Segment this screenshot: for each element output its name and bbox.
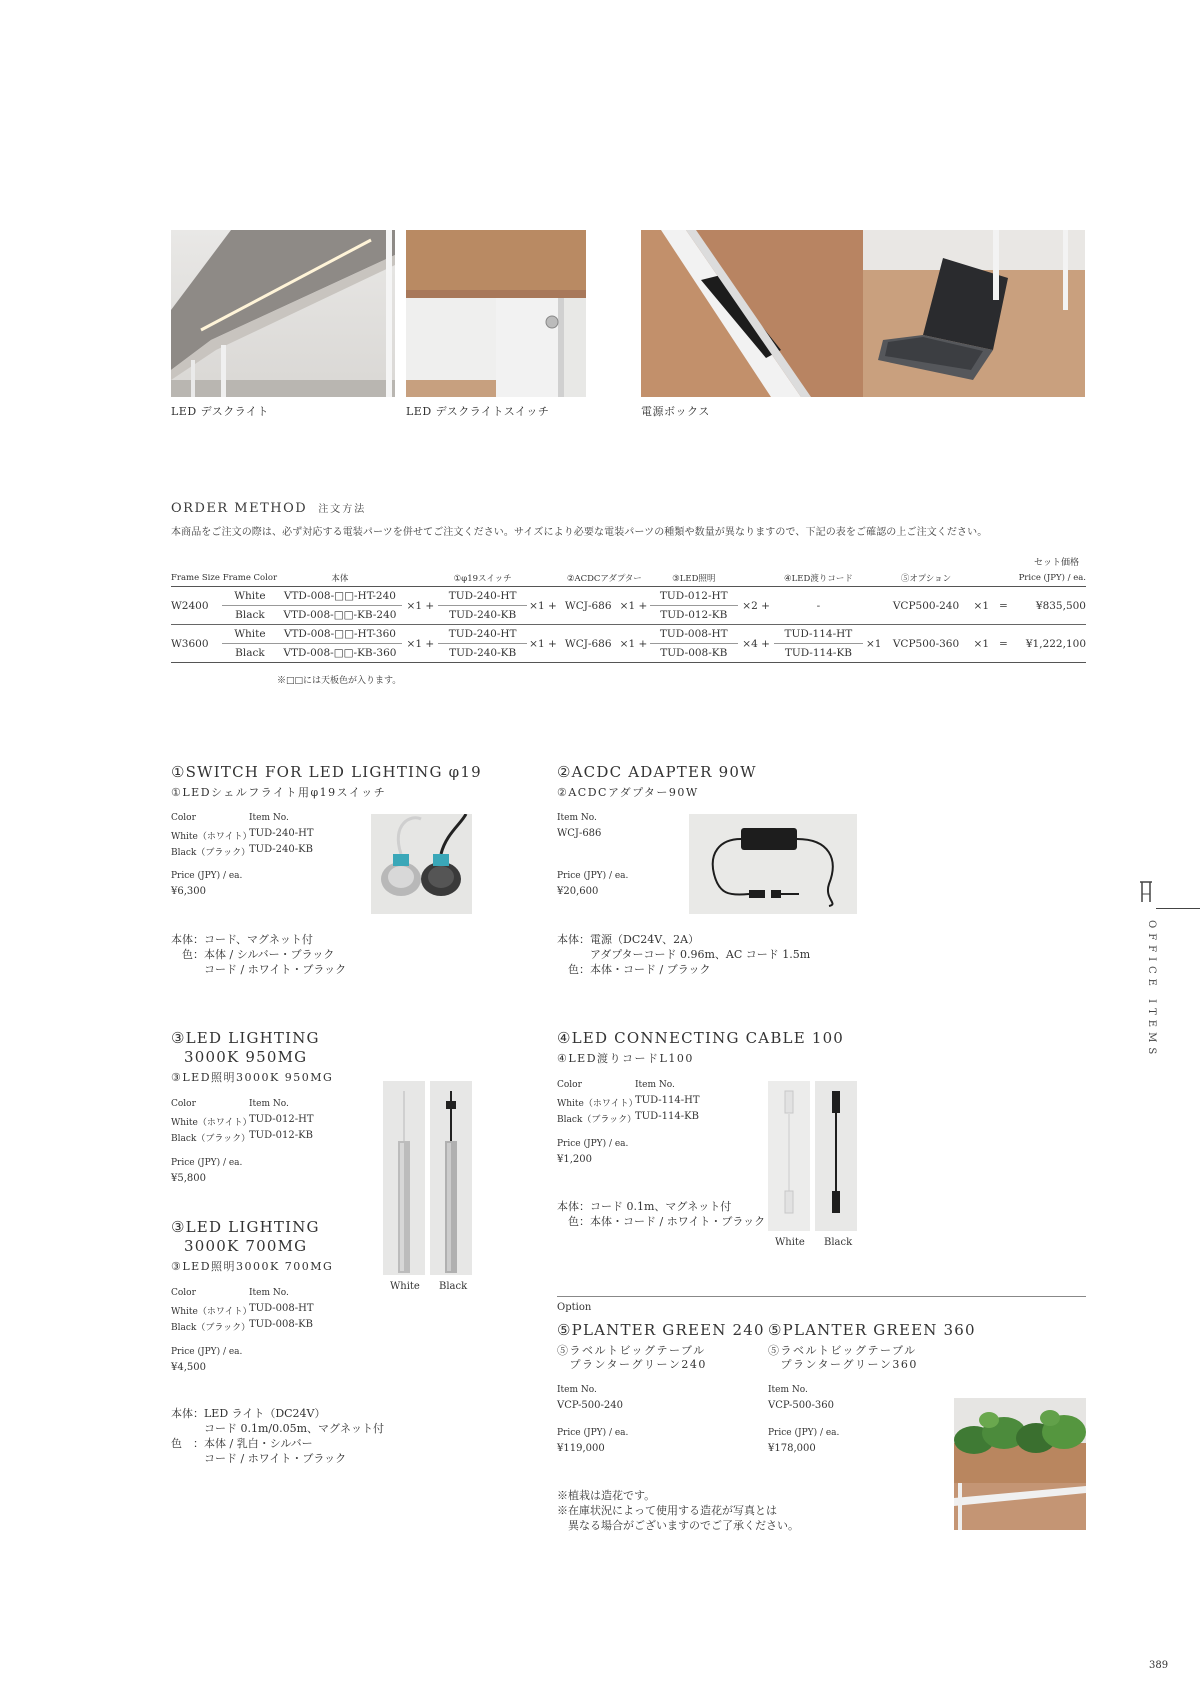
row2-led-qty: ×4 + xyxy=(738,625,774,663)
planter360-item-no: VCP-500-360 xyxy=(768,1400,834,1411)
led-black-photo xyxy=(430,1081,472,1275)
row2-body-black: VTD-008-□□-KB-360 xyxy=(278,644,403,663)
planter240-title-en: ⑤PLANTER GREEN 240 xyxy=(557,1321,765,1339)
switch-itemno-label: Item No. xyxy=(249,813,289,823)
option-divider xyxy=(557,1296,1086,1297)
adapter-illustration xyxy=(689,814,857,914)
table-icon xyxy=(1138,876,1154,906)
order-table xyxy=(171,570,1086,663)
cable-white-illustration xyxy=(768,1081,810,1231)
hdr-led: ③LED照明 xyxy=(650,570,738,587)
cable-title-en: ④LED CONNECTING CABLE 100 xyxy=(557,1029,845,1047)
order-intro-text: 本商品をご注文の際は、必ず対応する電装パーツを併せてご注文ください。サイズにより必要な電装パーツの種類や数量が異なりますので、下記の表をご確認の上ご注文ください。 xyxy=(171,527,988,538)
row1-body-black: VTD-008-□□-KB-240 xyxy=(278,606,403,625)
switch-illustration xyxy=(371,814,472,914)
cable-black-no: TUD-114-KB xyxy=(635,1111,699,1122)
cable-price-label: Price (JPY) / ea. xyxy=(557,1139,629,1149)
row2-led-white: TUD-008-HT xyxy=(650,625,738,644)
side-index-rule xyxy=(1156,908,1200,909)
switch-price: ¥6,300 xyxy=(171,886,206,897)
hdr-switch: ①φ19スイッチ xyxy=(438,570,526,587)
adapter-photo xyxy=(689,814,857,914)
planter360-title-jp-1: ⑤ラベルトビッグテーブル xyxy=(768,1344,917,1357)
caption-led-desk-light-switch: LED デスクライトスイッチ xyxy=(406,405,550,418)
adapter-title-en: ②ACDC ADAPTER 90W xyxy=(557,763,757,781)
row1-led-qty: ×2 + xyxy=(738,587,774,625)
led950-white-label: White（ホワイト） xyxy=(171,1118,252,1128)
row1-black-label: Black xyxy=(222,606,277,625)
planter-illustration xyxy=(954,1398,1086,1530)
adapter-itemno-label: Item No. xyxy=(557,813,597,823)
led-white-caption: White xyxy=(390,1281,420,1292)
row2-cable-black: TUD-114-KB xyxy=(774,644,862,663)
led950-price-label: Price (JPY) / ea. xyxy=(171,1158,243,1168)
switch-color-label: Color xyxy=(171,813,196,823)
cable-price: ¥1,200 xyxy=(557,1154,592,1165)
option-note-3: 異なる場合がございますのでご了承ください。 xyxy=(557,1519,799,1532)
row2-cable-white: TUD-114-HT xyxy=(774,625,862,644)
side-index-icon xyxy=(1138,876,1154,906)
led950-black-label: Black（ブラック） xyxy=(171,1134,251,1144)
row2-switch-white: TUD-240-HT xyxy=(438,625,526,644)
adapter-price-label: Price (JPY) / ea. xyxy=(557,871,629,881)
led-black-caption: Black xyxy=(439,1281,468,1292)
adapter-item-no: WCJ-686 xyxy=(557,828,602,839)
row2-equals: = xyxy=(995,625,1011,663)
led-white-photo xyxy=(383,1081,425,1275)
row1-price: ¥835,500 xyxy=(1011,587,1086,625)
adapter-price: ¥20,600 xyxy=(557,886,599,897)
row1-option-qty: ×1 xyxy=(967,587,995,625)
switch-desc-3: コード / ホワイト・ブラック xyxy=(171,963,347,976)
laptop-photo xyxy=(863,230,1085,397)
switch-desc-2: 色：本体 / シルバー・ブラック xyxy=(171,948,335,961)
led700-price-label: Price (JPY) / ea. xyxy=(171,1347,243,1357)
row2-option-qty: ×1 xyxy=(967,625,995,663)
set-price-label: セット価格 xyxy=(1034,558,1080,568)
switch-black-no: TUD-240-KB xyxy=(249,844,313,855)
row1-adapter: WCJ-686 xyxy=(559,587,617,625)
planter360-title-jp-2: プランターグリーン360 xyxy=(768,1358,918,1371)
led950-itemno-label: Item No. xyxy=(249,1099,289,1109)
led700-title-en-1: ③LED LIGHTING xyxy=(171,1218,320,1236)
row1-body-white: VTD-008-□□-HT-240 xyxy=(278,587,403,606)
led700-itemno-label: Item No. xyxy=(249,1288,289,1298)
hdr-body: 本体 xyxy=(278,570,403,587)
planter360-price-label: Price (JPY) / ea. xyxy=(768,1428,840,1438)
led-desk-light-switch-photo xyxy=(406,230,586,397)
led950-title-en-2: 3000K 950MG xyxy=(184,1048,308,1066)
row1-body-qty: ×1 + xyxy=(402,587,438,625)
row1-adapter-qty: ×1 + xyxy=(617,587,649,625)
led950-price: ¥5,800 xyxy=(171,1173,206,1184)
cable-white-label: White（ホワイト） xyxy=(557,1099,638,1109)
adapter-desc-3: 色：本体・コード / ブラック xyxy=(557,963,711,976)
hdr-frame-color: Frame Color xyxy=(222,570,277,587)
planter240-price: ¥119,000 xyxy=(557,1443,605,1454)
switch-white-no: TUD-240-HT xyxy=(249,828,314,839)
row2-adapter-qty: ×1 + xyxy=(617,625,649,663)
led700-desc-1: 本体：LED ライト（DC24V） xyxy=(171,1407,326,1420)
side-index-text: OFFICE ITEMS xyxy=(1146,920,1157,1060)
row1-equals: = xyxy=(995,587,1011,625)
hdr-adapter: ②ACDCアダプター xyxy=(559,570,649,587)
order-method-title xyxy=(171,497,366,516)
adapter-desc-2: アダプターコード 0.96m、AC コード 1.5m xyxy=(557,948,811,961)
switch-photo xyxy=(371,814,472,914)
option-note-2: ※在庫状況によって使用する造花が写真とは xyxy=(557,1504,777,1517)
switch-black-label: Black（ブラック） xyxy=(171,848,251,858)
row2-led-black: TUD-008-KB xyxy=(650,644,738,663)
hdr-price: Price (JPY) / ea. xyxy=(1011,570,1086,587)
led700-desc-3: 色 ：本体 / 乳白・シルバー xyxy=(171,1437,313,1450)
cable-black-caption: Black xyxy=(824,1237,853,1248)
planter360-price: ¥178,000 xyxy=(768,1443,816,1454)
led700-desc-4: コード / ホワイト・ブラック xyxy=(171,1452,347,1465)
switch-desc-1: 本体：コード、マグネット付 xyxy=(171,933,313,946)
cable-black-photo xyxy=(815,1081,857,1231)
planter240-title-jp-1: ⑤ラベルトビッグテーブル xyxy=(557,1344,706,1357)
option-note-1: ※植栽は造花です。 xyxy=(557,1489,656,1502)
row2-black-label: Black xyxy=(222,644,277,663)
cable-itemno-label: Item No. xyxy=(635,1080,675,1090)
cable-black-label: Black（ブラック） xyxy=(557,1115,637,1125)
caption-power-box: 電源ボックス xyxy=(641,405,710,418)
led700-desc-2: コード 0.1m/0.05m、マグネット付 xyxy=(171,1422,384,1435)
desk-switch-illustration xyxy=(406,230,586,397)
caption-led-desk-light: LED デスクライト xyxy=(171,405,269,418)
cable-white-caption: White xyxy=(775,1237,805,1248)
table-row xyxy=(171,625,1086,644)
cable-desc-2: 色：本体・コード / ホワイト・ブラック xyxy=(557,1215,766,1228)
led700-color-label: Color xyxy=(171,1288,196,1298)
row2-adapter: WCJ-686 xyxy=(559,625,617,663)
row1-cable-qty xyxy=(863,587,885,625)
row1-switch-white: TUD-240-HT xyxy=(438,587,526,606)
cable-white-no: TUD-114-HT xyxy=(635,1095,700,1106)
adapter-desc-1: 本体：電源（DC24V、2A） xyxy=(557,933,700,946)
row1-cable: - xyxy=(774,587,862,625)
planter-photo xyxy=(954,1398,1086,1530)
led950-white-no: TUD-012-HT xyxy=(249,1114,314,1125)
row2-switch-black: TUD-240-KB xyxy=(438,644,526,663)
planter240-title-jp-2: プランターグリーン240 xyxy=(557,1358,707,1371)
row1-size: W2400 xyxy=(171,587,222,625)
table-row xyxy=(171,587,1086,606)
led700-title-jp: ③LED照明3000K 700MG xyxy=(171,1260,334,1273)
switch-title-en: ①SWITCH FOR LED LIGHTING φ19 xyxy=(171,763,482,781)
led950-title-en-1: ③LED LIGHTING xyxy=(171,1029,320,1047)
led-desk-light-photo xyxy=(171,230,395,397)
order-table-header xyxy=(171,570,1086,587)
led-desk-light-illustration xyxy=(171,230,395,397)
planter360-itemno-label: Item No. xyxy=(768,1385,808,1395)
led950-black-no: TUD-012-KB xyxy=(249,1130,313,1141)
order-title-en: ORDER METHOD xyxy=(171,501,308,516)
row1-option: VCP500-240 xyxy=(885,587,967,625)
adapter-title-jp: ②ACDCアダプター90W xyxy=(557,786,699,799)
led700-white-no: TUD-008-HT xyxy=(249,1303,314,1314)
led-black-illustration xyxy=(430,1081,472,1275)
planter240-price-label: Price (JPY) / ea. xyxy=(557,1428,629,1438)
planter240-itemno-label: Item No. xyxy=(557,1385,597,1395)
switch-title-jp: ①LEDシェルフライト用φ19スイッチ xyxy=(171,786,387,799)
row2-cable-qty: ×1 xyxy=(863,625,885,663)
hdr-frame-size: Frame Size xyxy=(171,570,222,587)
hdr-cable: ④LED渡りコード xyxy=(774,570,862,587)
row2-option: VCP500-360 xyxy=(885,625,967,663)
led700-black-no: TUD-008-KB xyxy=(249,1319,313,1330)
power-box-illustration xyxy=(641,230,863,397)
cable-color-label: Color xyxy=(557,1080,582,1090)
order-title-jp: 注文方法 xyxy=(318,504,367,515)
row1-white-label: White xyxy=(222,587,277,606)
row2-price: ¥1,222,100 xyxy=(1011,625,1086,663)
led700-white-label: White（ホワイト） xyxy=(171,1307,252,1317)
laptop-illustration xyxy=(863,230,1085,397)
row2-body-white: VTD-008-□□-HT-360 xyxy=(278,625,403,644)
order-note: ※□□には天板色が入ります。 xyxy=(277,676,402,686)
row1-led-white: TUD-012-HT xyxy=(650,587,738,606)
row2-size: W3600 xyxy=(171,625,222,663)
led950-color-label: Color xyxy=(171,1099,196,1109)
option-label: Option xyxy=(557,1302,592,1313)
cable-white-photo xyxy=(768,1081,810,1231)
cable-black-illustration xyxy=(815,1081,857,1231)
power-box-photo xyxy=(641,230,863,397)
row2-white-label: White xyxy=(222,625,277,644)
led950-title-jp: ③LED照明3000K 950MG xyxy=(171,1071,334,1084)
planter240-item-no: VCP-500-240 xyxy=(557,1400,623,1411)
page-number: 389 xyxy=(1149,1660,1169,1671)
hdr-option: ⑤オプション xyxy=(885,570,967,587)
led700-title-en-2: 3000K 700MG xyxy=(184,1237,308,1255)
row1-switch-qty: ×1 + xyxy=(527,587,559,625)
row2-body-qty: ×1 + xyxy=(402,625,438,663)
switch-white-label: White（ホワイト） xyxy=(171,832,252,842)
led700-black-label: Black（ブラック） xyxy=(171,1323,251,1333)
cable-title-jp: ④LED渡りコードL100 xyxy=(557,1052,694,1065)
led700-price: ¥4,500 xyxy=(171,1362,206,1373)
row1-led-black: TUD-012-KB xyxy=(650,606,738,625)
led-white-illustration xyxy=(383,1081,425,1275)
switch-price-label: Price (JPY) / ea. xyxy=(171,871,243,881)
cable-desc-1: 本体：コード 0.1m、マグネット付 xyxy=(557,1200,732,1213)
row2-switch-qty: ×1 + xyxy=(527,625,559,663)
row1-switch-black: TUD-240-KB xyxy=(438,606,526,625)
planter360-title-en: ⑤PLANTER GREEN 360 xyxy=(768,1321,976,1339)
